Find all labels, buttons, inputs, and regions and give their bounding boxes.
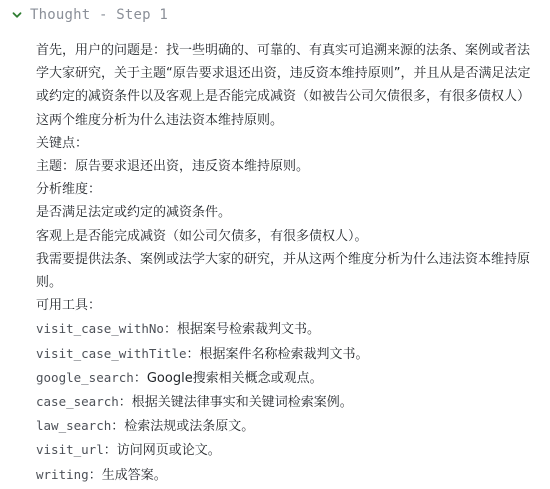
- dimensions-label: 分析维度：: [36, 182, 102, 198]
- tool-name: visit_url: [36, 442, 104, 458]
- tool-desc: ：检索法规或法条原文。: [111, 419, 255, 435]
- intro-paragraph: 首先，用户的问题是：找一些明确的、可靠的、有真实可追溯来源的法条、案例或者法学大家研究，关于主题“原告要求退还出资，违反资本维持原则”，并且从是否满足法定或约定的减资条件以及客观上是否能完成减资（如被告公司欠债很多，有很多债权人）这两个维度分析为什么违法资本维持原则。: [36, 43, 531, 128]
- key-points-label: 关键点：: [36, 135, 89, 151]
- topic-line: 主题：原告要求退还出资，违反资本维持原则。: [36, 159, 310, 175]
- dimension-1: 是否满足法定或约定的减资条件。: [36, 205, 232, 221]
- tool-name: google_search: [36, 369, 134, 385]
- tool-name: case_search: [36, 394, 119, 410]
- thought-content: [0, 30, 550, 487]
- tool-item: [36, 390, 536, 414]
- tool-item: [36, 438, 536, 462]
- tool-desc: ：根据案件名称检索裁判文书。: [186, 346, 369, 362]
- tool-item: [36, 342, 536, 366]
- tool-desc: ：生成答案。: [88, 467, 167, 483]
- tool-name: law_search: [36, 418, 112, 434]
- need-paragraph: 我需要提供法条、案例或法学大家的研究，并从这两个维度分析为什么违法资本维持原则。: [36, 251, 531, 291]
- tool-item: [36, 317, 536, 341]
- step-title: Thought - Step 1: [30, 7, 169, 23]
- tool-item: [36, 366, 536, 390]
- tools-label: 可用工具：: [36, 298, 102, 314]
- tool-desc: ：Google搜索相关概念或观点。: [133, 370, 323, 386]
- tool-name: visit_case_withNo: [36, 321, 164, 337]
- tool-desc: ：根据案号检索裁判文书。: [163, 322, 320, 338]
- chevron-down-icon[interactable]: [10, 8, 24, 22]
- tool-item: [36, 463, 536, 487]
- tool-name: visit_case_withTitle: [36, 345, 187, 361]
- tool-name: writing: [36, 466, 89, 482]
- tool-desc: ：访问网页或论文。: [103, 443, 221, 459]
- thought-step-header[interactable]: [0, 0, 550, 30]
- dimension-2: 客观上是否能完成减资（如公司欠债多，有很多债权人）。: [36, 228, 368, 244]
- tool-item: [36, 414, 536, 438]
- tool-desc: ：根据关键法律事实和关键词检索案例。: [118, 395, 353, 411]
